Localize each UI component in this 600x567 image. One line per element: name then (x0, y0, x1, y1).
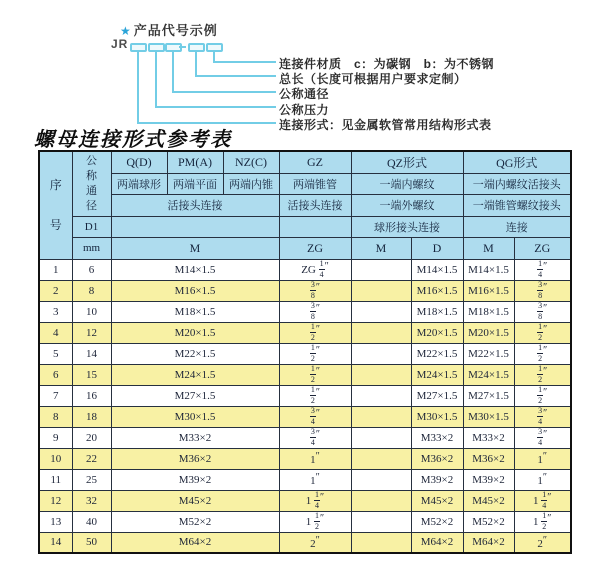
table-row (39, 301, 571, 322)
star-icon: ★ (120, 24, 132, 38)
diagram-title-text: 产品代号示例 (133, 23, 218, 38)
table-cell (351, 301, 411, 322)
table-cell: M30×1.5 (411, 406, 463, 427)
table-cell: $\frac{1}{2}$ ″ (514, 385, 571, 406)
table-cell: 11 (39, 469, 72, 490)
table-cell: M20×1.5 (111, 322, 279, 343)
table-row (39, 532, 571, 553)
table-cell: 40 (72, 511, 111, 532)
table-cell: M64×2 (463, 532, 514, 553)
header-qg-unit2: ZG (514, 237, 571, 259)
table-cell: $\frac{3}{8}$ ″ (279, 280, 351, 301)
header-qg-unit1: M (463, 237, 514, 259)
table-cell (351, 448, 411, 469)
table-cell: $\frac{3}{8}$ ″ (514, 280, 571, 301)
table-cell: 4 (39, 322, 72, 343)
table-row (39, 280, 571, 301)
table-cell: 1 $\frac{1}{2}$ ″ (279, 511, 351, 532)
table-cell: M20×1.5 (463, 322, 514, 343)
label-nominal-diameter: 公称通径 (279, 87, 330, 101)
table-cell: M33×2 (411, 427, 463, 448)
table-cell: M64×2 (411, 532, 463, 553)
nut-connection-reference-table (38, 150, 572, 554)
table-row (39, 385, 571, 406)
header-gz-connection: 活接头连接 (279, 194, 351, 216)
table-cell: $\frac{3}{8}$ ″ (514, 301, 571, 322)
table-cell: M22×1.5 (111, 343, 279, 364)
table-cell: 3 (39, 301, 72, 322)
table-cell: $\frac{3}{4}$ ″ (514, 406, 571, 427)
table-cell: M45×2 (463, 490, 514, 511)
header-code-qd: Q(D) (111, 151, 167, 173)
table-cell: M14×1.5 (463, 259, 514, 280)
table-cell: M39×2 (411, 469, 463, 490)
code-dash (179, 46, 186, 48)
table-cell: M22×1.5 (463, 343, 514, 364)
table-cell: 6 (72, 259, 111, 280)
table-cell: M45×2 (411, 490, 463, 511)
connector-line-5 (213, 52, 276, 63)
header-code-nz: NZ(C) (223, 151, 279, 173)
table-cell: 13 (39, 511, 72, 532)
header-empty-left (111, 216, 279, 237)
header-qg-row4: 连接 (463, 216, 571, 237)
table-cell (351, 427, 411, 448)
table-body (39, 259, 571, 553)
table-cell: 9 (39, 427, 72, 448)
table-cell (351, 364, 411, 385)
table-cell: M52×2 (111, 511, 279, 532)
table-cell: M39×2 (463, 469, 514, 490)
header-pm-ends: 两端平面 (167, 173, 223, 194)
table-cell: $\frac{1}{2}$ ″ (514, 343, 571, 364)
table-row (39, 490, 571, 511)
table-cell: M36×2 (111, 448, 279, 469)
table-cell (351, 469, 411, 490)
table-cell: M14×1.5 (111, 259, 279, 280)
table-cell: M20×1.5 (411, 322, 463, 343)
table-cell: M18×1.5 (411, 301, 463, 322)
header-nominal-diameter: 公称通径 (72, 151, 111, 216)
table-cell: 15 (72, 364, 111, 385)
table-cell (351, 385, 411, 406)
table-cell: M36×2 (411, 448, 463, 469)
table-cell: M52×2 (411, 511, 463, 532)
table-cell: 8 (72, 280, 111, 301)
table-cell: M16×1.5 (411, 280, 463, 301)
table-cell (351, 322, 411, 343)
table-cell: 1″ (514, 448, 571, 469)
header-qz-row2: 一端内螺纹 (351, 173, 463, 194)
code-prefix: JR (111, 37, 129, 51)
table-row (39, 406, 571, 427)
table-row (39, 427, 571, 448)
table-cell: M24×1.5 (463, 364, 514, 385)
table-row (39, 364, 571, 385)
header-nz-ends: 两端内锥 (223, 173, 279, 194)
table-cell: 6 (39, 364, 72, 385)
table-cell: M16×1.5 (111, 280, 279, 301)
table-cell: 8 (39, 406, 72, 427)
table-row (39, 469, 571, 490)
table-cell: M27×1.5 (463, 385, 514, 406)
table-cell: 50 (72, 532, 111, 553)
code-box-4 (188, 43, 205, 52)
table-cell: M18×1.5 (111, 301, 279, 322)
table-cell: 1 (39, 259, 72, 280)
table-cell: 14 (72, 343, 111, 364)
table-cell: $\frac{3}{4}$ ″ (279, 406, 351, 427)
table-cell: M33×2 (463, 427, 514, 448)
table-cell: 10 (39, 448, 72, 469)
header-qz-unit2: D (411, 237, 463, 259)
table-cell (351, 259, 411, 280)
table-cell: M30×1.5 (463, 406, 514, 427)
table-cell: 14 (39, 532, 72, 553)
code-box-1 (130, 43, 147, 52)
table-cell: M27×1.5 (111, 385, 279, 406)
table-cell: 10 (72, 301, 111, 322)
table-cell: 1 $\frac{1}{4}$ ″ (514, 490, 571, 511)
header-serial: 序号 (39, 151, 72, 259)
table-cell: M30×1.5 (111, 406, 279, 427)
table-cell: 5 (39, 343, 72, 364)
label-material: 连接件材质 c：为碳钢 b：为不锈钢 (279, 57, 495, 71)
table-cell: M14×1.5 (411, 259, 463, 280)
table-cell: 1″ (279, 469, 351, 490)
table-cell: $\frac{1}{2}$ ″ (279, 322, 351, 343)
table-cell: M18×1.5 (463, 301, 514, 322)
table-row (39, 322, 571, 343)
code-box-5 (206, 43, 223, 52)
table-cell: 2 (39, 280, 72, 301)
table-cell: 1 $\frac{1}{2}$ ″ (514, 511, 571, 532)
table-cell: 22 (72, 448, 111, 469)
table-cell: M52×2 (463, 511, 514, 532)
table-cell: M16×1.5 (463, 280, 514, 301)
table-cell: 2″ (279, 532, 351, 553)
header-code-qg: QG形式 (463, 151, 571, 173)
table-cell (351, 511, 411, 532)
code-box-2 (148, 43, 165, 52)
table-cell: ZG $\frac{1}{4}$ ″ (279, 259, 351, 280)
table-cell: M39×2 (111, 469, 279, 490)
header-code-gz: GZ (279, 151, 351, 173)
table-cell: M36×2 (463, 448, 514, 469)
table-cell: $\frac{1}{2}$ ″ (279, 343, 351, 364)
table-cell (351, 343, 411, 364)
table-title: 螺母连接形式参考表 (34, 127, 232, 151)
table-cell: $\frac{1}{2}$ ″ (514, 322, 571, 343)
table-cell: $\frac{1}{2}$ ″ (279, 364, 351, 385)
table-cell (351, 280, 411, 301)
table-cell: 16 (72, 385, 111, 406)
table-cell: 2″ (514, 532, 571, 553)
table-cell: M22×1.5 (411, 343, 463, 364)
table-cell: M33×2 (111, 427, 279, 448)
table-cell: $\frac{1}{2}$ ″ (514, 364, 571, 385)
table-cell (351, 406, 411, 427)
header-empty-gz (279, 216, 351, 237)
table-cell: $\frac{1}{4}$ ″ (514, 259, 571, 280)
table-cell (351, 532, 411, 553)
header-qd-ends: 两端球形 (111, 173, 167, 194)
table-cell: 1″ (514, 469, 571, 490)
table-cell: 18 (72, 406, 111, 427)
header-code-qz: QZ形式 (351, 151, 463, 173)
table-cell: $\frac{3}{4}$ ″ (514, 427, 571, 448)
header-qg-row3: 一端锥管螺纹接头 (463, 194, 571, 216)
header-qz-row4: 球形接头连接 (351, 216, 463, 237)
header-gz-unit: ZG (279, 237, 351, 259)
table-cell: 7 (39, 385, 72, 406)
table-cell: M45×2 (111, 490, 279, 511)
table-cell: $\frac{1}{2}$ ″ (279, 385, 351, 406)
header-gz-ends: 两端锥管 (279, 173, 351, 194)
table-cell: 32 (72, 490, 111, 511)
header-qg-row2: 一端内螺纹活接头 (463, 173, 571, 194)
table-cell: 12 (72, 322, 111, 343)
table-cell: $\frac{3}{4}$ ″ (279, 427, 351, 448)
table-cell: 25 (72, 469, 111, 490)
table-cell: $\frac{3}{8}$ ″ (279, 301, 351, 322)
header-union-connection: 活接头连接 (111, 194, 279, 216)
table-cell: M27×1.5 (411, 385, 463, 406)
table-cell: 1″ (279, 448, 351, 469)
header-d1: D1 (72, 216, 111, 237)
table-row (39, 511, 571, 532)
table-cell: 12 (39, 490, 72, 511)
header-qz-row3: 一端外螺纹 (351, 194, 463, 216)
diagram-title (120, 20, 218, 39)
table-row (39, 343, 571, 364)
header-qz-unit1: M (351, 237, 411, 259)
table-cell: M64×2 (111, 532, 279, 553)
table-row (39, 448, 571, 469)
label-total-length: 总长（长度可根据用户要求定制） (279, 72, 467, 86)
label-nominal-pressure: 公称压力 (279, 103, 330, 117)
label-connection-type: 连接形式：见金属软管常用结构形式表 (279, 118, 492, 132)
header-mm: mm (72, 237, 111, 259)
table-cell (351, 490, 411, 511)
header-m-unit: M (111, 237, 279, 259)
table-cell: 20 (72, 427, 111, 448)
table-cell: M24×1.5 (111, 364, 279, 385)
table-row (39, 259, 571, 280)
table-cell: M24×1.5 (411, 364, 463, 385)
header-code-pm: PM(A) (167, 151, 223, 173)
table-cell: 1 $\frac{1}{4}$ ″ (279, 490, 351, 511)
